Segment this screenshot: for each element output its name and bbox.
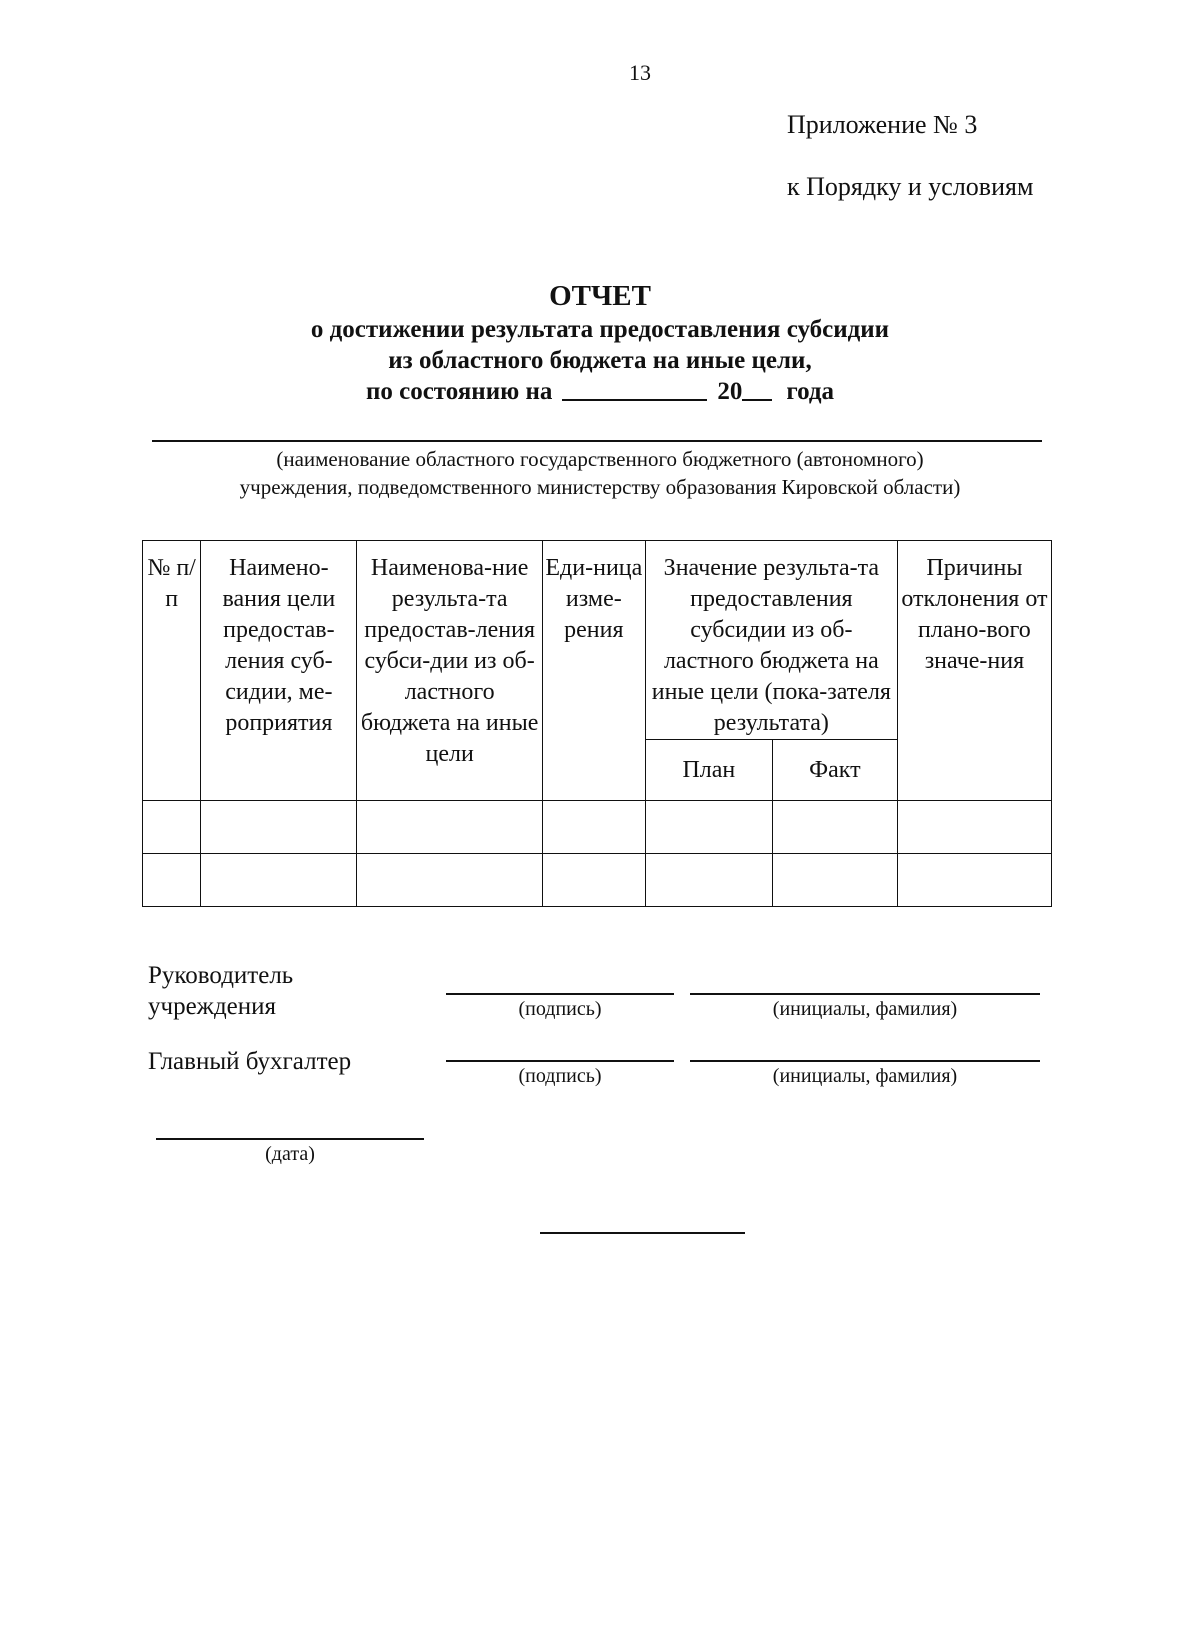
report-title-block	[140, 278, 1060, 407]
date-line	[156, 1138, 424, 1140]
table-row	[143, 854, 1052, 907]
table-cell	[772, 854, 897, 907]
date-blank	[562, 377, 707, 401]
table-cell	[645, 801, 772, 854]
table-cell	[357, 854, 542, 907]
report-subtitle-line-3	[140, 376, 1060, 407]
accountant-name-caption: (инициалы, фамилия)	[772, 1065, 958, 1087]
head-label-line-2: учреждения	[148, 993, 277, 1020]
institution-name-line	[152, 440, 1042, 442]
accountant-name-line	[690, 1060, 1040, 1062]
table-cell	[542, 801, 645, 854]
appendix-subtitle: к Порядку и условиям	[787, 172, 1034, 201]
header-fact: Факт	[772, 740, 897, 801]
year-blank	[742, 377, 772, 401]
table-cell	[201, 801, 357, 854]
report-title: ОТЧЕТ	[549, 280, 651, 312]
head-name-caption: (инициалы, фамилия)	[772, 998, 958, 1020]
table-cell	[201, 854, 357, 907]
table-cell	[143, 854, 201, 907]
header-deviation-reasons: Причины отклонения от плано-вого значе-ния	[897, 541, 1051, 801]
date-caption: (дата)	[265, 1143, 315, 1165]
accountant-signature-caption: (подпись)	[518, 1065, 602, 1087]
header-unit: Еди-ница изме-рения	[542, 541, 645, 801]
head-label	[148, 960, 293, 1022]
as-of-label: по состоянию на	[365, 378, 553, 405]
institution-caption-line-2: учреждения, подведомственного министерству образования Кировской области)	[239, 475, 961, 499]
year-label: года	[786, 378, 835, 405]
appendix-title: Приложение № 3	[787, 110, 978, 139]
institution-caption	[140, 445, 1060, 501]
header-result-name: Наименова-ние результа-та предостав-ления субси-дии из об-ластного бюджета на иные цели	[357, 541, 542, 801]
year-prefix: 20	[717, 378, 743, 405]
table-cell	[897, 801, 1051, 854]
table-row	[143, 801, 1052, 854]
table-cell	[645, 854, 772, 907]
report-table	[142, 540, 1052, 907]
header-plan: План	[645, 740, 772, 801]
accountant-label: Главный бухгалтер	[148, 1048, 352, 1075]
report-subtitle-line-2: из областного бюджета на иные цели,	[388, 347, 812, 374]
report-subtitle-line-1: о достижении результата предоставления субсидии	[310, 316, 890, 343]
header-result-value: Значение результа-та предоставления субсидии из об-ластного бюджета на иные цели (пока-зателя результата)	[645, 541, 897, 740]
table-cell	[542, 854, 645, 907]
accountant-signature-line	[446, 1060, 674, 1062]
head-label-line-1: Руководитель	[148, 962, 294, 989]
head-signature-caption: (подпись)	[518, 998, 602, 1020]
institution-caption-line-1: (наименование областного государственного бюджетного (автономного)	[276, 447, 924, 471]
table-cell	[357, 801, 542, 854]
closing-line	[540, 1232, 745, 1234]
table-cell	[772, 801, 897, 854]
table-cell	[897, 854, 1051, 907]
head-name-line	[690, 993, 1040, 995]
head-signature-line	[446, 993, 674, 995]
page-number: 13	[629, 60, 651, 85]
header-goal-name: Наимено-вания цели предостав-ления суб-сидии, ме-роприятия	[201, 541, 357, 801]
header-number: № п/п	[143, 541, 201, 801]
table-cell	[143, 801, 201, 854]
